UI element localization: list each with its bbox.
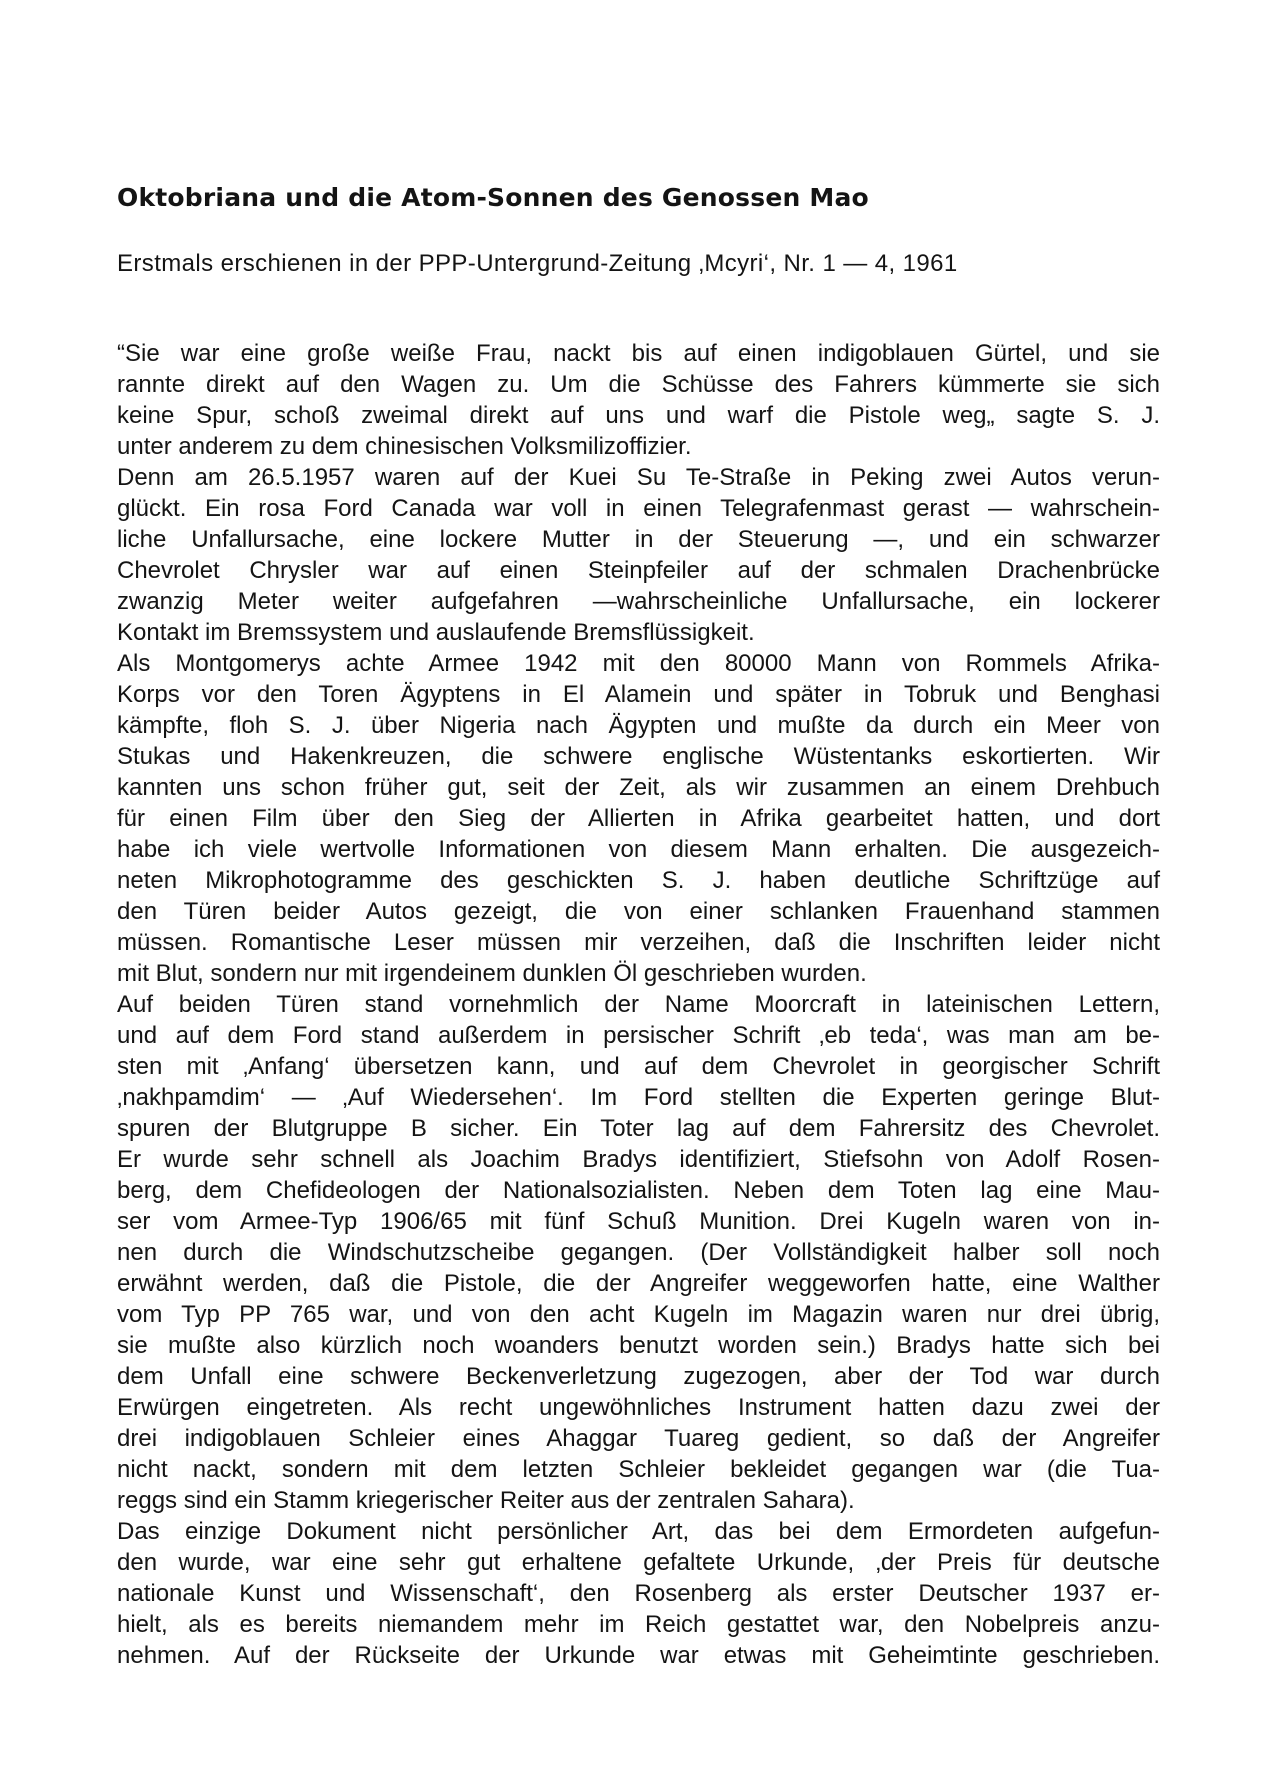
- text-line: Das einzige Dokument nicht persönlicher Art, das bei dem Ermordeten aufgefun-: [117, 1518, 1160, 1545]
- text-line: den wurde, war eine sehr gut erhaltene gefaltete Urkunde, ‚der Preis für deutsche: [117, 1549, 1160, 1576]
- text-line: Als Montgomerys achte Armee 1942 mit den 80000 Mann von Rommels Afrika-: [117, 650, 1160, 677]
- text-line: erwähnt werden, daß die Pistole, die der Angreifer weggeworfen hatte, eine Walther: [117, 1270, 1160, 1297]
- paragraph: [117, 648, 1160, 989]
- text-line: und auf dem Ford stand außerdem in persischer Schrift ‚eb teda‘, was man am be-: [117, 1022, 1160, 1049]
- text-line: kämpfte, floh S. J. über Nigeria nach Ägypten und mußte da durch ein Meer von: [117, 712, 1160, 739]
- text-line: kannten uns schon früher gut, seit der Zeit, als wir zusammen an einem Drehbuch: [117, 774, 1160, 801]
- text-line: nehmen. Auf der Rückseite der Urkunde war etwas mit Geheimtinte geschrieben.: [117, 1642, 1160, 1669]
- text-line: unter anderem zu dem chinesischen Volksmilizoffizier.: [117, 433, 692, 460]
- text-line: reggs sind ein Stamm kriegerischer Reiter aus der zentralen Sahara).: [117, 1487, 855, 1514]
- text-line: Chevrolet Chrysler war auf einen Steinpfeiler auf der schmalen Drachenbrücke: [117, 557, 1160, 584]
- text-line: nationale Kunst und Wissenschaft‘, den Rosenberg als erster Deutscher 1937 er-: [117, 1580, 1160, 1607]
- paragraph: [117, 462, 1160, 648]
- text-line: müssen. Romantische Leser müssen mir verzeihen, daß die Inschriften leider nicht: [117, 929, 1160, 956]
- paragraph: [117, 338, 1160, 462]
- text-line: berg, dem Chefideologen der Nationalsozialisten. Neben dem Toten lag eine Mau-: [117, 1177, 1160, 1204]
- text-line: vom Typ PP 765 war, und von den acht Kugeln im Magazin waren nur drei übrig,: [117, 1301, 1160, 1328]
- text-line: keine Spur, schoß zweimal direkt auf uns und warf die Pistole weg„ sagte S. J.: [117, 402, 1160, 429]
- text-line: Auf beiden Türen stand vornehmlich der Name Moorcraft in lateinischen Lettern,: [117, 991, 1160, 1018]
- text-line: sten mit ‚Anfang‘ übersetzen kann, und auf dem Chevrolet in georgischer Schrift: [117, 1053, 1160, 1080]
- text-line: für einen Film über den Sieg der Allierten in Afrika gearbeitet hatten, und dort: [117, 805, 1160, 832]
- text-line: Er wurde sehr schnell als Joachim Bradys identifiziert, Stiefsohn von Adolf Rosen-: [117, 1146, 1160, 1173]
- document-title: Oktobriana und die Atom-Sonnen des Genossen Mao: [117, 183, 869, 212]
- text-line: neten Mikrophotogramme des geschickten S. J. haben deutliche Schriftzüge auf: [117, 867, 1160, 894]
- paragraph: [117, 989, 1160, 1516]
- text-line: zwanzig Meter weiter aufgefahren —wahrscheinliche Unfallursache, ein lockerer: [117, 588, 1160, 615]
- text-line: Erwürgen eingetreten. Als recht ungewöhnliches Instrument hatten dazu zwei der: [117, 1394, 1160, 1421]
- text-line: sie mußte also kürzlich noch woanders benutzt worden sein.) Bradys hatte sich bei: [117, 1332, 1160, 1359]
- text-line: Korps vor den Toren Ägyptens in El Alamein und später in Tobruk und Benghasi: [117, 681, 1160, 708]
- text-line: spuren der Blutgruppe B sicher. Ein Toter lag auf dem Fahrersitz des Chevrolet.: [117, 1115, 1160, 1142]
- text-line: rannte direkt auf den Wagen zu. Um die Schüsse des Fahrers kümmerte sie sich: [117, 371, 1160, 398]
- text-line: habe ich viele wertvolle Informationen von diesem Mann erhalten. Die ausgezeich-: [117, 836, 1160, 863]
- document-subtitle: Erstmals erschienen in der PPP-Untergrund-Zeitung ‚Mcyri‘, Nr. 1 — 4, 1961: [117, 250, 958, 277]
- text-line: drei indigoblauen Schleier eines Ahaggar Tuareg gedient, so daß der Angreifer: [117, 1425, 1160, 1452]
- text-line: “Sie war eine große weiße Frau, nackt bis auf einen indigoblauen Gürtel, und sie: [117, 340, 1160, 367]
- text-line: Kontakt im Bremssystem und auslaufende Bremsflüssigkeit.: [117, 619, 755, 646]
- text-line: ser vom Armee-Typ 1906/65 mit fünf Schuß Munition. Drei Kugeln waren von in-: [117, 1208, 1160, 1235]
- text-line: glückt. Ein rosa Ford Canada war voll in einen Telegrafenmast gerast — wahrschein-: [117, 495, 1160, 522]
- text-line: ‚nakhpamdim‘ — ‚Auf Wiedersehen‘. Im Ford stellten die Experten geringe Blut-: [117, 1084, 1160, 1111]
- text-line: den Türen beider Autos gezeigt, die von einer schlanken Frauenhand stammen: [117, 898, 1160, 925]
- body-text: [117, 338, 1160, 1671]
- text-line: Denn am 26.5.1957 waren auf der Kuei Su Te-Straße in Peking zwei Autos verun-: [117, 464, 1160, 491]
- text-line: mit Blut, sondern nur mit irgendeinem dunklen Öl geschrieben wurden.: [117, 960, 867, 987]
- text-line: liche Unfallursache, eine lockere Mutter in der Steuerung —, und ein schwarzer: [117, 526, 1160, 553]
- paragraph: [117, 1516, 1160, 1671]
- text-line: hielt, als es bereits niemandem mehr im Reich gestattet war, den Nobelpreis anzu-: [117, 1611, 1160, 1638]
- text-line: nen durch die Windschutzscheibe gegangen. (Der Vollständigkeit halber soll noch: [117, 1239, 1160, 1266]
- text-line: dem Unfall eine schwere Beckenverletzung zugezogen, aber der Tod war durch: [117, 1363, 1160, 1390]
- text-line: Stukas und Hakenkreuzen, die schwere englische Wüstentanks eskortierten. Wir: [117, 743, 1160, 770]
- text-line: nicht nackt, sondern mit dem letzten Schleier bekleidet gegangen war (die Tua-: [117, 1456, 1160, 1483]
